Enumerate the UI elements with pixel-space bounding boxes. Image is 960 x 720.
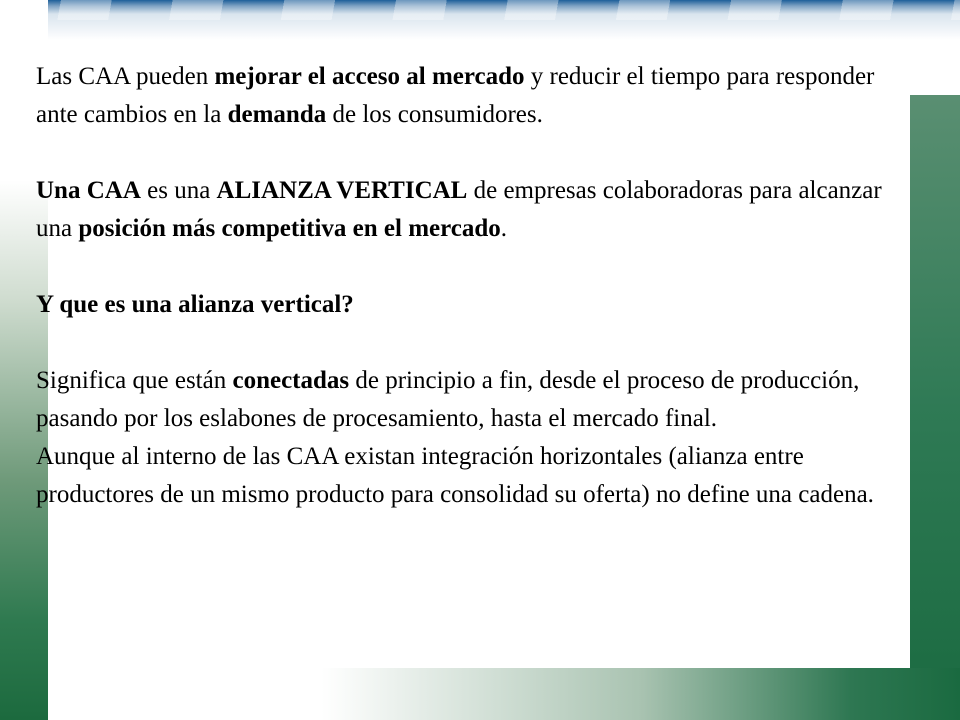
right-decorative-bar: [910, 95, 960, 720]
emphasis-market-access: mejorar el acceso al mercado: [214, 63, 525, 90]
slide-body: [36, 58, 916, 514]
paragraph-vertical-meaning: [36, 362, 916, 438]
paragraph-caa-benefits: [36, 58, 916, 134]
text: y reducir el tiempo para responder ante cambios en la: [36, 63, 875, 128]
spacer: [36, 248, 916, 286]
text: .: [500, 215, 508, 242]
paragraph-caa-definition: [36, 172, 916, 248]
text: es una: [140, 177, 217, 204]
emphasis-alianza-vertical: ALIANZA VERTICAL: [216, 177, 468, 204]
question-text: Y que es una alianza vertical?: [36, 291, 354, 318]
question-heading: [36, 286, 916, 324]
spacer: [36, 134, 916, 172]
emphasis-demand: demanda: [227, 101, 327, 128]
emphasis-competitive-position: posición más competitiva en el mercado: [78, 215, 501, 242]
text: Las CAA pueden: [36, 63, 215, 90]
spacer: [36, 324, 916, 362]
text: Significa que están: [36, 367, 233, 394]
emphasis-una-caa: Una CAA: [36, 177, 141, 204]
text: de los consumidores.: [326, 101, 543, 128]
bottom-decorative-band: [48, 668, 960, 720]
emphasis-connected: conectadas: [232, 367, 350, 394]
paragraph-horizontal-integration: Aunque al interno de las CAA existan integración horizontales (alianza entre productores de un mismo producto para consolidad su oferta) no define una cadena.: [36, 443, 874, 508]
text: de principio a fin, desde el proceso de producción, pasando por los eslabones de procesamiento, hasta el mercado final.: [36, 367, 860, 432]
text: de empresas colaboradoras para alcanzar una: [36, 177, 882, 242]
